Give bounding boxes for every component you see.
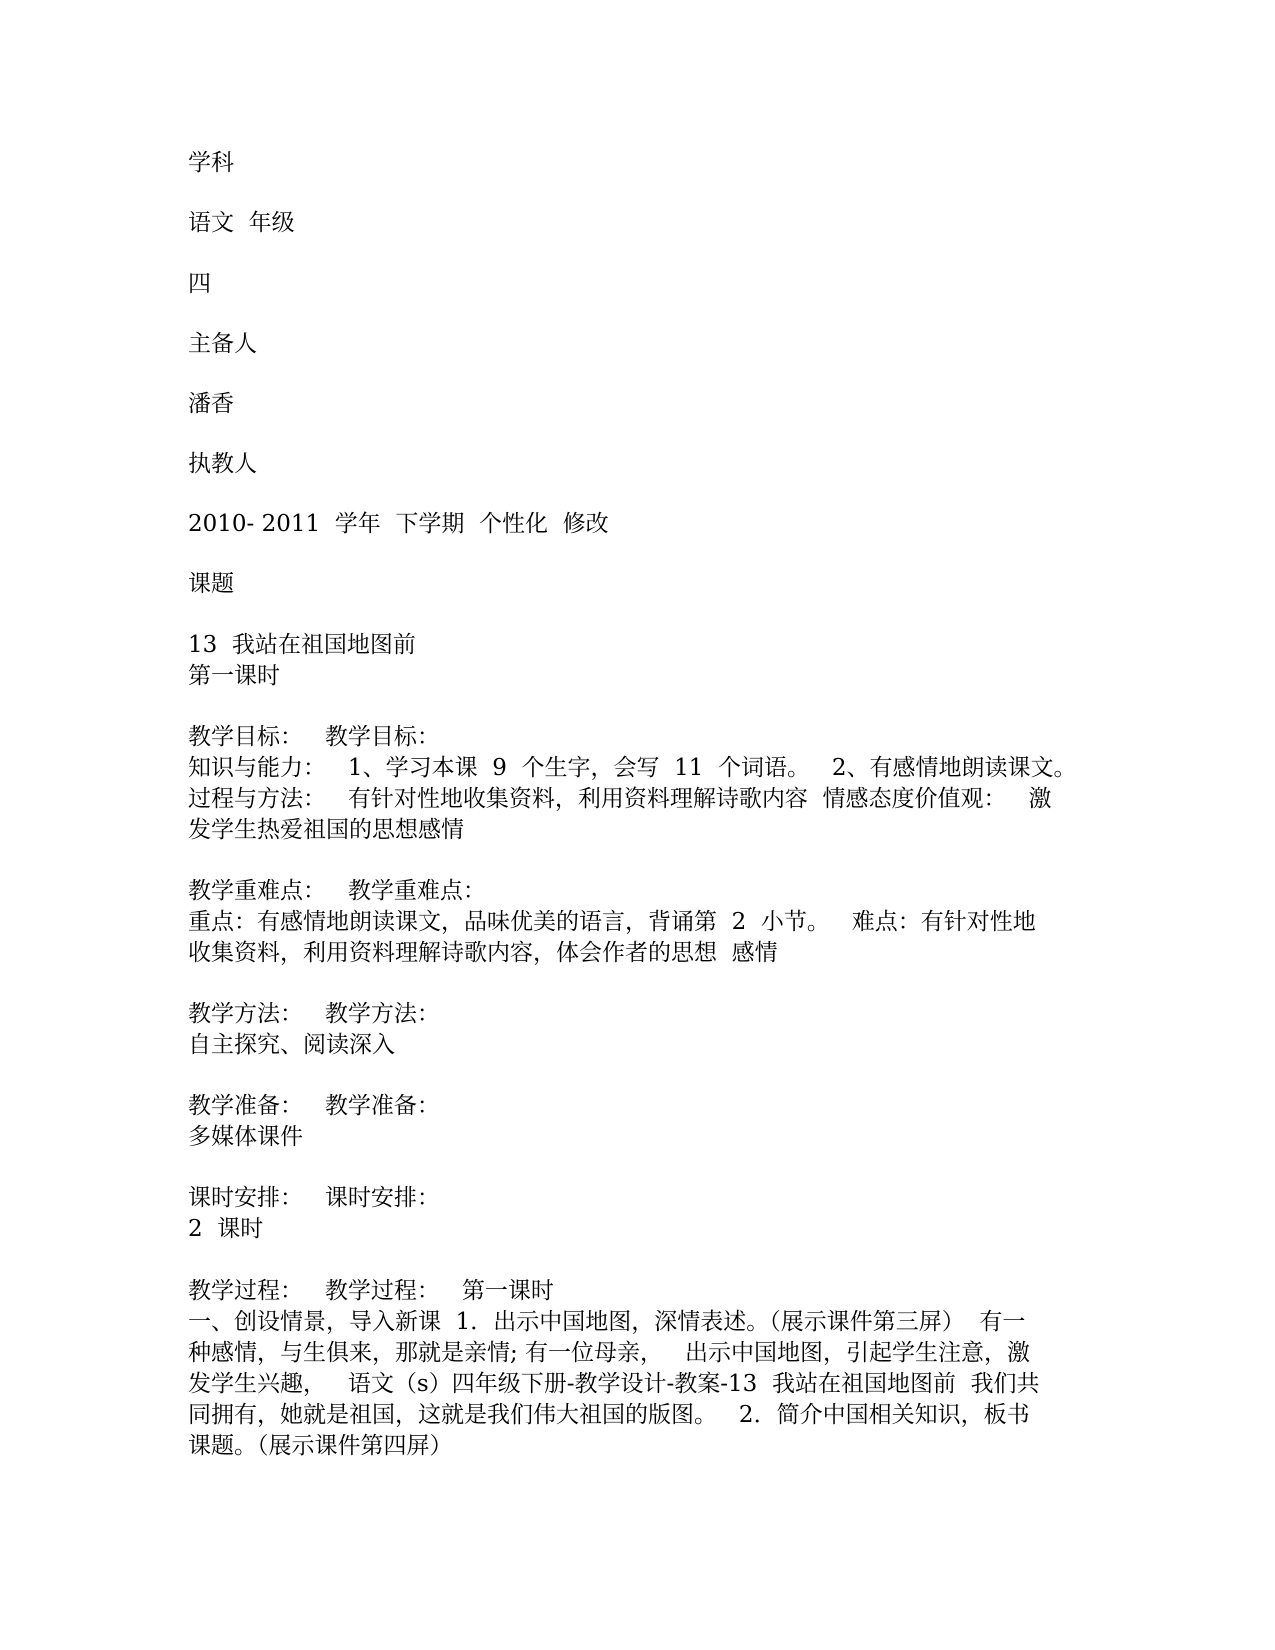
process-line: 一、创设情景，导入新课 1．出示中国地图，深情表述。（展示课件第三屏） 有一 (188, 1309, 1026, 1335)
objectives-heading: 教学目标： 教学目标： (188, 724, 440, 750)
process-line: 种感情，与生俱来，那就是亲情; 有一位母亲， 出示中国地图，引起学生注意，激 (188, 1340, 1030, 1366)
preparation-line: 多媒体课件 (188, 1124, 303, 1150)
subject-grade: 语文 年级 (188, 210, 295, 236)
subject-label: 学科 (188, 150, 234, 176)
schedule-heading: 课时安排： 课时安排： (188, 1185, 440, 1211)
method-line: 自主探究、阅读深入 (188, 1032, 395, 1058)
term-line: 2010- 2011 学年 下学期 个性化 修改 (188, 511, 609, 537)
objectives-line: 发学生热爱祖国的思想感情 (188, 817, 464, 843)
objectives-line: 知识与能力： 1、学习本课 9 个生字，会写 11 个词语。 2、有感情地朗读课文。 (188, 755, 1077, 781)
grade-value: 四 (188, 271, 211, 297)
process-heading: 教学过程： 教学过程： 第一课时 (188, 1278, 554, 1304)
key-points-line: 收集资料，利用资料理解诗歌内容，体会作者的思想 感情 (188, 940, 778, 966)
topic-label: 课题 (188, 571, 234, 597)
process-line: 同拥有，她就是祖国，这就是我们伟大祖国的版图。 2．简介中国相关知识，板书 (188, 1402, 1030, 1428)
preparation-heading: 教学准备： 教学准备： (188, 1093, 440, 1119)
teacher-label: 执教人 (188, 451, 257, 477)
key-points-heading: 教学重难点： 教学重难点： (188, 878, 486, 904)
lesson-period: 第一课时 (188, 663, 280, 689)
lesson-title: 13 我站在祖国地图前 (188, 632, 416, 658)
process-line: 发学生兴趣， 语文（s）四年级下册-教学设计-教案-13 我站在祖国地图前 我们共 (188, 1371, 1040, 1397)
preparer-label: 主备人 (188, 331, 257, 357)
objectives-line: 过程与方法： 有针对性地收集资料，利用资料理解诗歌内容 情感态度价值观： 激 (188, 786, 1052, 812)
key-points-line: 重点：有感情地朗读课文，品味优美的语言，背诵第 2 小节。 难点：有针对性地 (188, 909, 1036, 935)
method-heading: 教学方法： 教学方法： (188, 1001, 440, 1027)
schedule-line: 2 课时 (188, 1216, 264, 1242)
preparer-name: 潘香 (188, 391, 234, 417)
process-line: 课题。（展示课件第四屏） (188, 1433, 453, 1459)
